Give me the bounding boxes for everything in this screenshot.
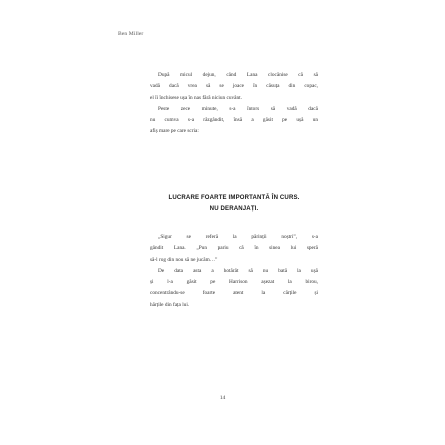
paragraph-3-line: „Sigur se referă la părinții noștri”, s-a [158,234,318,240]
paragraph-1-line: vadă dacă vrea să se joace în căsuța din copac, [150,83,318,90]
paragraph-4-line: concentrându-se foarte atent la cărțile și [150,290,318,297]
paragraph-1 [150,70,318,104]
paragraph-3-line: gândit Lana. „Pun pariu că în sinea lui speră [150,245,318,252]
paragraph-2-line: nu cumva s-a răzgândit, însă a găsit pe ușă un [150,117,318,124]
door-sign-line-1: LUCRARE FOARTE IMPORTANTĂ ÎN CURS. [168,194,300,201]
paragraph-4-line: și l-a găsit pe Harrison așezat la birou, [150,279,318,286]
running-head-author: Ben Miller [118,31,144,37]
paragraph-4-line: De data asta a hotărât să nu bată la ușă [158,267,318,274]
paragraph-1-line: el îi închisese ușa în nas fără niciun cuvânt. [150,94,242,101]
door-sign-line-2: NU DERANJAȚI. [209,204,259,212]
paragraph-3-line: să-l rog din nou să ne jucăm…” [150,256,218,263]
paragraph-2 [150,104,318,138]
paragraph-4 [150,266,318,311]
paragraph-3 [150,232,318,266]
paragraph-1-line: După micul dejun, când Lana clocănise că să [158,72,318,78]
page-number: 14 [219,395,226,401]
paragraph-2-line: afiș mare pe care scria: [150,128,199,135]
text-block-bottom [150,232,318,311]
paragraph-4-line: hărțile din fața lui. [150,301,190,308]
door-sign [157,193,312,214]
paragraph-2-line: Peste zece minute, s-a întors să vadă dacă [158,105,318,112]
text-block-top [150,70,318,138]
